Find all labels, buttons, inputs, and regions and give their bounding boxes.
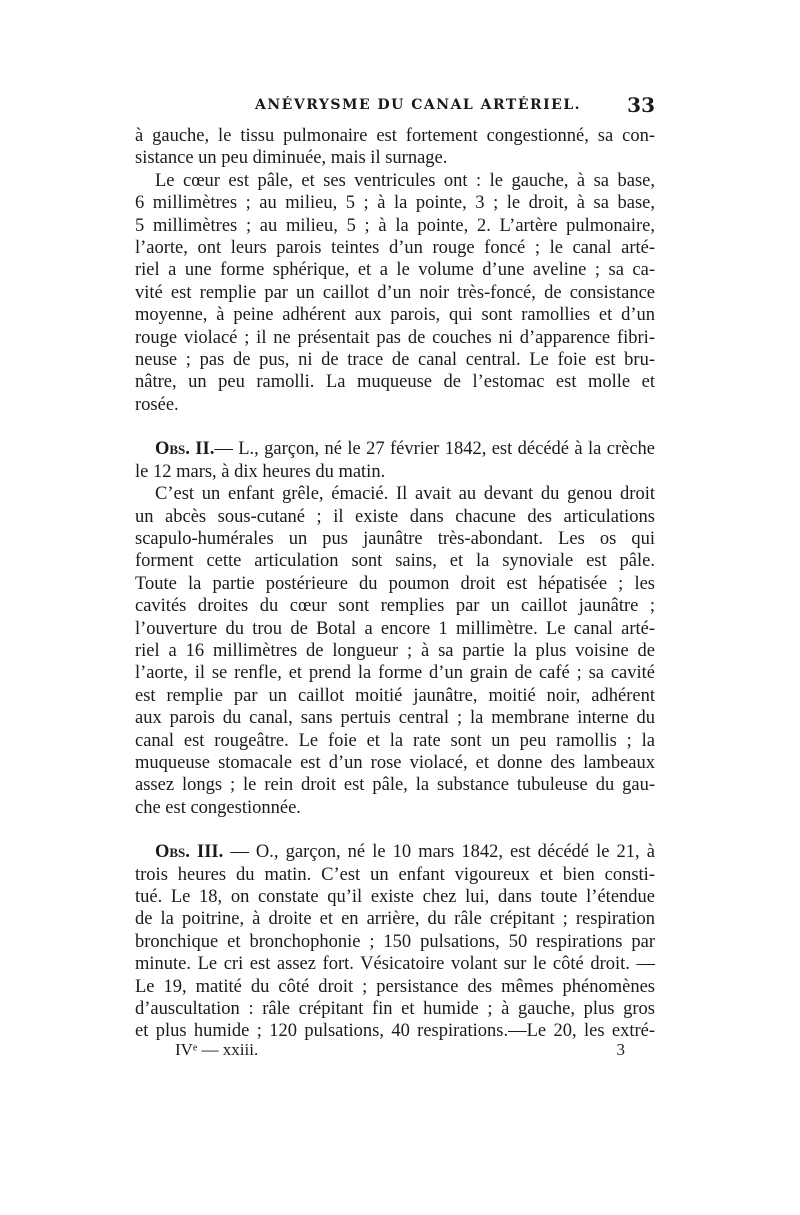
text-line: est remplie par un caillot moitié jaunâtre, moitié noir, adhérent (135, 685, 655, 706)
text-line: vité est remplie par un caillot d’un noir très-foncé, de consistance (135, 282, 655, 303)
paragraph-heart-description (135, 170, 655, 416)
text-line: neuse ; pas de pus, ni de trace de canal central. Le foie est bru- (135, 350, 655, 371)
text-line: che est congestionnée. (135, 797, 301, 818)
observation-heading-text: — O., garçon, né le 10 mars 1842, est décédé le 21, à (230, 842, 655, 863)
text-line: Le cœur est pâle, et ses ventricules ont : le gauche, à sa base, (155, 170, 655, 191)
text-line: tué. Le 18, on constate qu’il existe chez lui, dans toute l’étendue (135, 887, 655, 907)
observation-heading-line (135, 438, 655, 460)
text-line: et plus humide ; 120 pulsations, 40 respirations.—Le 20, les extré- (135, 1021, 655, 1042)
text-line: cavités droites du cœur sont remplies par un caillot jaunâtre ; (135, 596, 655, 617)
signature-mark: IVᵉ — xxiii. (175, 1040, 259, 1059)
text-line: rouge violacé ; il ne présentait pas de couches ni d’apparence fibri- (135, 327, 655, 348)
text-line: sistance un peu diminuée, mais il surnage. (135, 148, 448, 169)
text-line: l’ouverture du trou de Botal a encore 1 millimètre. Le canal arté- (135, 618, 655, 639)
text-line: bronchique et bronchophonie ; 150 pulsations, 50 respirations par (135, 931, 655, 952)
text-line: un abcès sous-cutané ; il existe dans chacune des articulations (135, 506, 655, 527)
text-line: 6 millimètres ; au milieu, 5 ; à la pointe, 3 ; le droit, à sa base, (135, 193, 655, 214)
section-gap (135, 819, 655, 841)
text-line: nâtre, un peu ramolli. La muqueuse de l’estomac est molle et (135, 372, 655, 393)
running-title: ANÉVRYSME DU CANAL ARTÉRIEL. (255, 97, 582, 113)
text-line: l’aorte, il se renfle, et prend la forme d’un grain de café ; sa cavité (135, 663, 655, 684)
text-line: à gauche, le tissu pulmonaire est fortement congestionné, sa con- (135, 126, 655, 146)
observation-3 (135, 841, 655, 1043)
text-line: moyenne, à peine adhérent aux parois, qui sont ramollies et d’un (135, 305, 655, 326)
page-footer (135, 1040, 655, 1064)
text-line: Le 19, matité du côté droit ; persistance des mêmes phénomènes (135, 976, 655, 997)
observation-label: Obs. III. (155, 842, 224, 863)
observation-heading-text: — L., garçon, né le 27 février 1842, est décédé à la crèche (214, 439, 655, 460)
text-line: minute. Le cri est assez fort. Vésicatoire volant sur le côté droit. — (135, 954, 655, 975)
text-line: de la poitrine, à droite et en arrière, du râle crépitant ; respiration (135, 909, 655, 930)
text-line: aux parois du canal, sans pertuis central ; la membrane interne du (135, 708, 655, 729)
text-line: riel a une forme sphérique, et a le volume d’une aveline ; sa ca- (135, 260, 655, 281)
text-line: canal est rougeâtre. Le foie et la rate sont un peu ramollis ; la (135, 730, 655, 751)
text-line: riel a 16 millimètres de longueur ; à sa partie la plus voisine de (135, 640, 655, 661)
text-line: forment cette articulation sont sains, et la synoviale est pâle. (135, 551, 655, 572)
sheet-number: 3 (616, 1040, 625, 1059)
text-line: scapulo-humérales un pus jaunâtre très-abondant. Les os qui (135, 528, 655, 549)
page-number: 33 (627, 93, 655, 117)
text-line: le 12 mars, à dix heures du matin. (135, 461, 386, 482)
paragraph-continuation (135, 125, 655, 170)
text-line: trois heures du matin. C’est un enfant vigoureux et bien consti- (135, 864, 655, 885)
observation-label: Obs. II. (155, 439, 215, 460)
observation-2 (135, 438, 655, 819)
body-text (135, 125, 655, 1043)
text-line: Toute la partie postérieure du poumon droit est hépatisée ; les (135, 573, 655, 594)
text-line: assez longs ; le rein droit est pâle, la substance tubuleuse du gau- (135, 775, 655, 796)
observation-heading-line (135, 841, 655, 863)
text-line: rosée. (135, 394, 179, 415)
text-line: C’est un enfant grêle, émacié. Il avait au devant du genou droit (155, 484, 655, 505)
text-line: d’auscultation : râle crépitant fin et humide ; à gauche, plus gros (135, 999, 655, 1020)
section-gap (135, 416, 655, 438)
text-line: 5 millimètres ; au milieu, 5 ; à la pointe, 2. L’artère pulmonaire, (135, 215, 655, 236)
text-line: muqueuse stomacale est d’un rose violacé, et donne des lambeaux (135, 752, 655, 773)
text-line: l’aorte, ont leurs parois teintes d’un rouge foncé ; le canal arté- (135, 238, 655, 259)
running-head (135, 95, 655, 121)
